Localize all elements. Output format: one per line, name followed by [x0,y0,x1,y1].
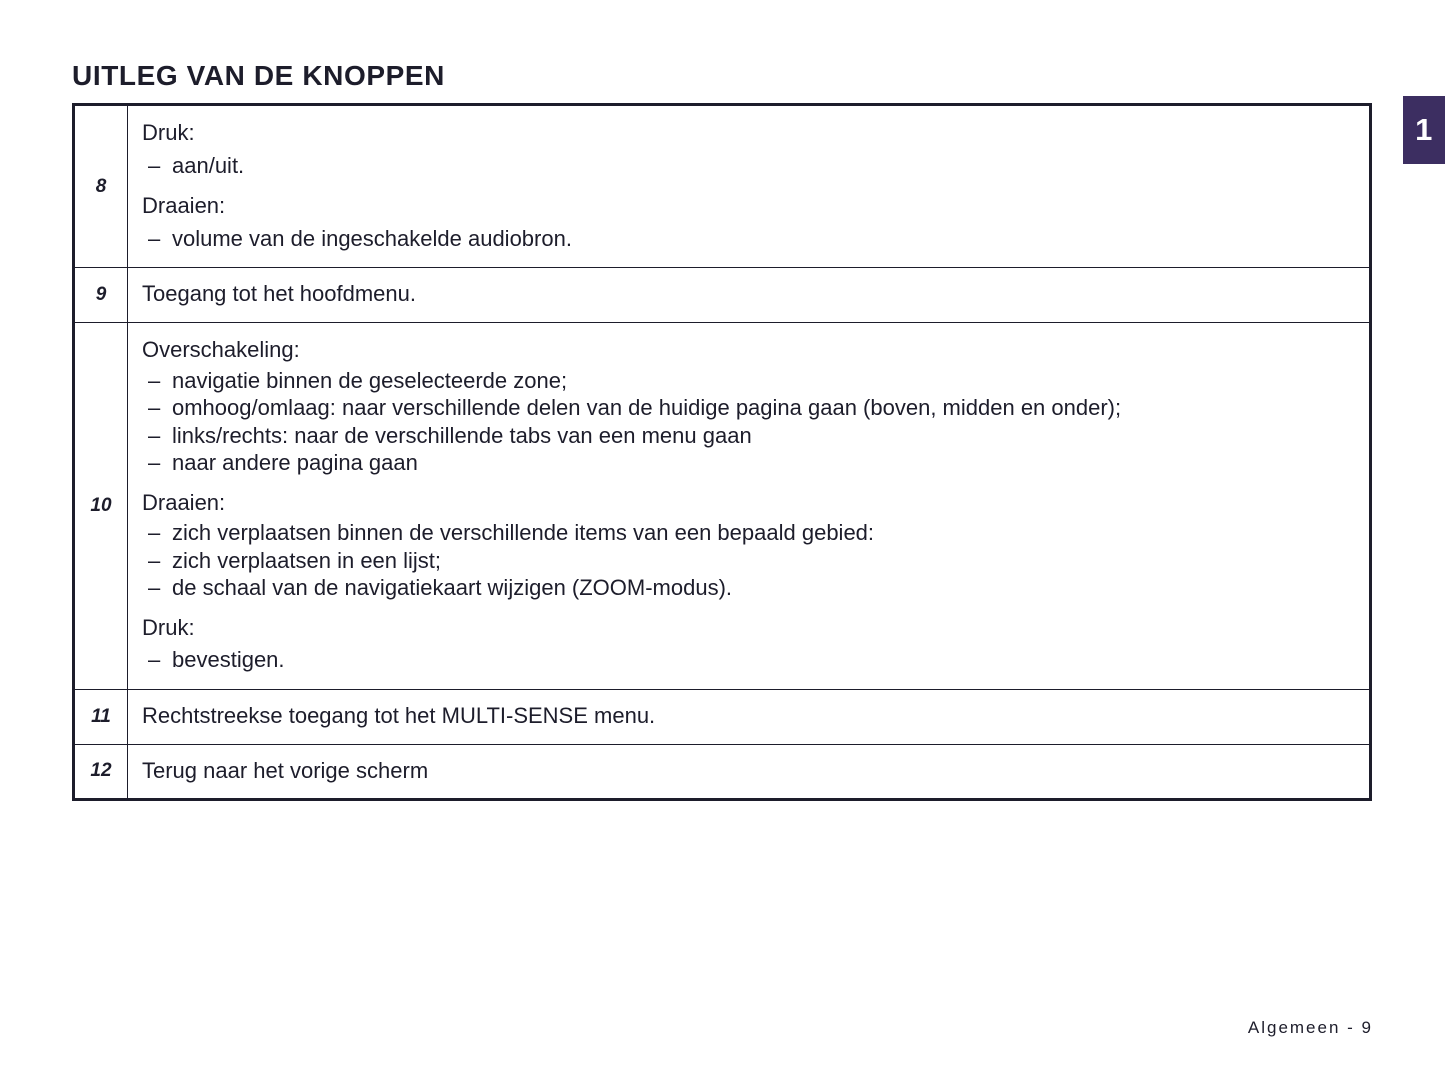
list-item: – navigatie binnen de geselecteerde zone; [142,368,1355,394]
row-number: 12 [75,744,128,799]
description-lead: Draaien: [142,193,226,219]
description-lead: Druk: [142,614,195,640]
description-list [142,645,1355,674]
row-description [128,106,1370,268]
list-item: – naar andere pagina gaan [142,450,1355,476]
description-list [142,368,1355,477]
description-list [142,224,1355,253]
description-list [142,151,1355,180]
list-item: – links/rechts: naar de verschillende tabs van een menu gaan [142,423,1355,449]
list-item: – bevestigen. [142,645,1355,674]
description-lead: Draaien: [142,489,226,515]
table-row [75,323,1370,690]
chapter-tab: 1 [1403,96,1445,164]
list-item: – volume van de ingeschakelde audiobron. [142,224,1355,253]
description-text: Rechtstreekse toegang tot het MULTI-SENSE menu. [142,702,656,728]
description-text: Terug naar het vorige scherm [142,757,429,783]
table-row [75,268,1370,323]
page-title: UITLEG VAN DE KNOPPEN [72,59,446,91]
row-description [128,744,1370,799]
table-row [75,106,1370,268]
description-lead: Druk: [142,120,195,145]
row-number: 10 [75,323,128,690]
row-number: 11 [75,689,128,744]
page-footer: Algemeen - 9 [1247,1018,1373,1037]
list-item: – de schaal van de navigatiekaart wijzigen (ZOOM-modus). [142,575,1355,601]
table-row [75,744,1370,799]
table-row [75,689,1370,744]
description-list [142,520,1355,601]
row-number: 9 [75,268,128,323]
list-item: – aan/uit. [142,151,1355,180]
row-description [128,689,1370,744]
row-number: 8 [75,106,128,268]
description-lead: Overschakeling: [142,337,300,363]
row-description [128,268,1370,323]
row-description [128,323,1370,690]
description-text: Toegang tot het hoofdmenu. [142,281,416,307]
list-item: – zich verplaatsen in een lijst; [142,548,1355,574]
button-explanation-table [72,103,1372,801]
list-item: – omhoog/omlaag: naar verschillende delen van de huidige pagina gaan (boven, midden en onder); [142,395,1355,421]
list-item: – zich verplaatsen binnen de verschillende items van een bepaald gebied: [142,520,1355,546]
